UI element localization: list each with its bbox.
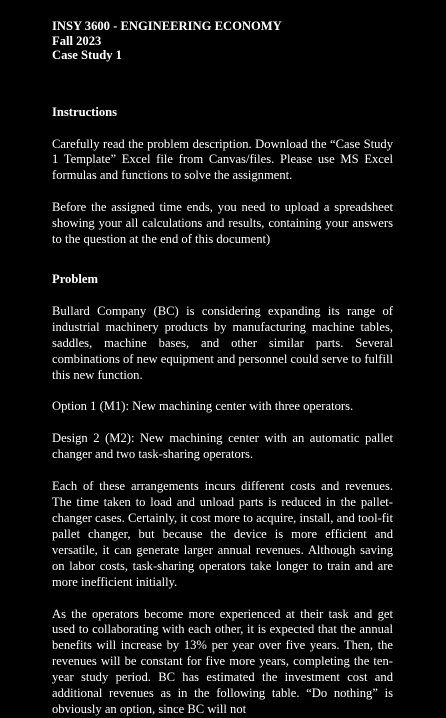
assignment-title: Case Study 1	[52, 48, 122, 62]
option-1-paragraph: Option 1 (M1): New machining center with three operators.	[52, 399, 354, 414]
problem-heading: Problem	[52, 271, 98, 286]
course-title: INSY 3600 - ENGINEERING ECONOMY	[52, 19, 282, 33]
instructions-heading: Instructions	[52, 104, 118, 119]
document-content	[52, 19, 393, 718]
problem-paragraph-3: As the operators become more experienced at their task and get used to collaborating with each other, it is expected that the annual benefits will increase by 13% per year over five years. Then, the revenues will be constant for five more years, completing the ten-year study period. BC has estimated the investment cost and additional revenues as in the following table. “Do nothing” is obviously an option, since BC will not	[52, 606, 393, 716]
term: Fall 2023	[52, 33, 102, 48]
problem-paragraph-2: Each of these arrangements incurs different costs and revenues. The time taken to load and unload parts is reduced in the pallet-changer cases. Certainly, it cost more to acquire, install, and tool-fit pallet changer, but because the device is more efficient and versatile, it can generate larger annual revenues. Although saving on labor costs, task-sharing operators take longer to train and are more inefficient initially.	[52, 479, 393, 589]
design-2-paragraph: Design 2 (M2): New machining center with an automatic pallet changer and two task-sharing operators.	[52, 431, 393, 462]
problem-paragraph-1: Bullard Company (BC) is considering expanding its range of industrial machinery products by manufacturing machine tables, saddles, machine bases, and other similar parts. Several combinations of new equipment and personnel could serve to fulfill this new function.	[52, 303, 393, 382]
instructions-paragraph-1: Carefully read the problem description. Download the “Case Study 1 Template” Excel file from Canvas/files. Please use MS Excel formulas and functions to solve the assignment.	[52, 136, 393, 183]
instructions-paragraph-2: Before the assigned time ends, you need to upload a spreadsheet showing your all calculations and results, containing your answers to the question at the end of this document)	[52, 200, 393, 247]
